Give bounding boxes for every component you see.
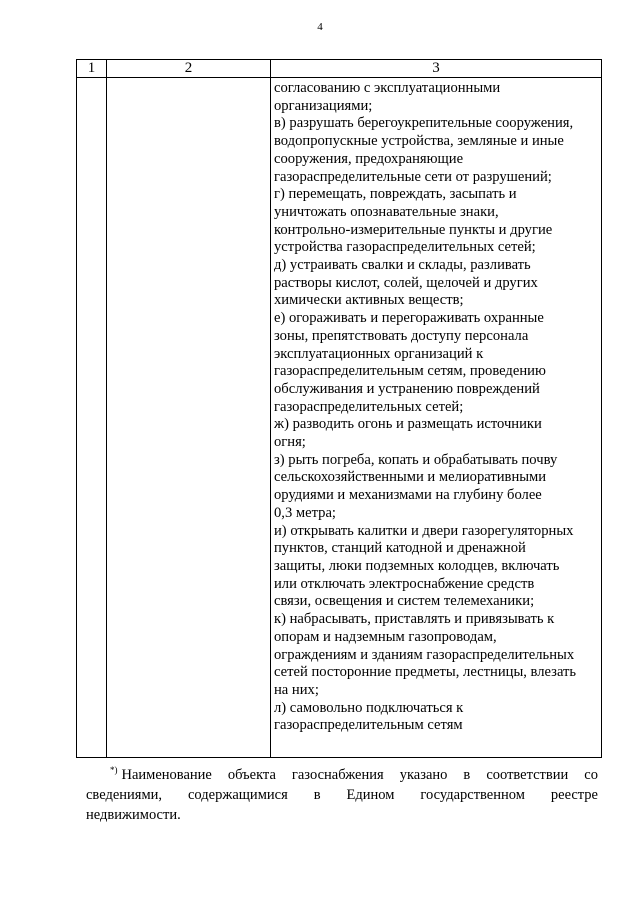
text-line: е) огораживать и перегораживать охранные [274, 310, 544, 327]
cell-col-1 [77, 78, 107, 758]
text-line: огня; [274, 434, 306, 451]
cell-col-2 [107, 78, 271, 758]
text-line: ж) разводить огонь и размещать источники [274, 416, 542, 433]
text-line: контрольно-измерительные пункты и другие [274, 221, 553, 238]
text-line: л) самовольно подключаться к [274, 699, 464, 716]
footnote [86, 760, 598, 825]
text-line: эксплуатационных организаций к [274, 345, 484, 362]
footnote-marker: *) [110, 765, 118, 775]
text-line: обслуживания и устранению повреждений [274, 380, 540, 397]
text-line: газораспределительных сетей; [274, 398, 464, 415]
text-line: пунктов, станций катодной и дренажной [274, 540, 526, 557]
text-line: устройства газораспределительных сетей; [274, 239, 536, 256]
text-line: д) устраивать свалки и склады, разливать [274, 257, 531, 274]
text-line: на них; [274, 681, 319, 698]
text-line: растворы кислот, солей, щелочей и других [274, 274, 538, 291]
text-line: связи, освещения и систем телемеханики; [274, 593, 535, 610]
text-line: орудиями и механизмами на глубину более [274, 487, 542, 504]
text-line: к) набрасывать, приставлять и привязывать к [274, 611, 555, 628]
restrictions-text [271, 78, 601, 735]
page-number: 4 [317, 21, 323, 33]
text-line: з) рыть погреба, копать и обрабатывать почву [274, 451, 558, 468]
text-line: сооружения, предохраняющие [274, 150, 464, 167]
text-line: г) перемещать, повреждать, засыпать и [274, 186, 517, 203]
text-line: газораспределительным сетям, проведению [274, 363, 546, 380]
table-header-row [77, 60, 602, 78]
text-line: согласованию с эксплуатационными [274, 80, 501, 96]
text-line: или отключать электроснабжение средств [274, 575, 535, 592]
header-col-1: 1 [77, 60, 107, 78]
text-line: уничтожать опознавательные знаки, [274, 203, 499, 220]
text-line: и) открывать калитки и двери газорегуляторных [274, 522, 574, 539]
header-col-2: 2 [107, 60, 271, 78]
text-line: организациями; [274, 97, 373, 114]
text-line: защиты, люки подземных колодцев, включать [274, 557, 560, 574]
text-line: в) разрушать берегоукрепительные сооружения, [274, 115, 574, 132]
footnote-text-1: Наименование объекта газоснабжения указано в соответствии со [121, 766, 598, 783]
footnote-line-3: недвижимости. [86, 806, 181, 823]
text-line: ограждениям и зданиям газораспределительных [274, 646, 575, 663]
text-line: сетей посторонние предметы, лестницы, влезать [274, 664, 577, 681]
text-line: 0,3 метра; [274, 504, 336, 521]
text-line: водопропускные устройства, земляные и иные [274, 133, 564, 150]
text-line: газораспределительным сетям [274, 717, 463, 734]
requirements-table [76, 59, 602, 758]
text-line: сельскохозяйственными и мелиоративными [274, 469, 547, 486]
cell-col-3 [271, 78, 602, 758]
text-line: зоны, препятствовать доступу персонала [274, 327, 529, 344]
text-line: опорам и надземным газопроводам, [274, 628, 497, 645]
header-col-3: 3 [271, 60, 602, 78]
footnote-line-2: сведениями, содержащимися в Едином государственном реестре [86, 786, 598, 803]
text-line: химически активных веществ; [274, 292, 464, 309]
table-row [77, 78, 602, 758]
footnote-line-1 [86, 760, 598, 785]
text-line: газораспределительные сети от разрушений; [274, 168, 552, 185]
